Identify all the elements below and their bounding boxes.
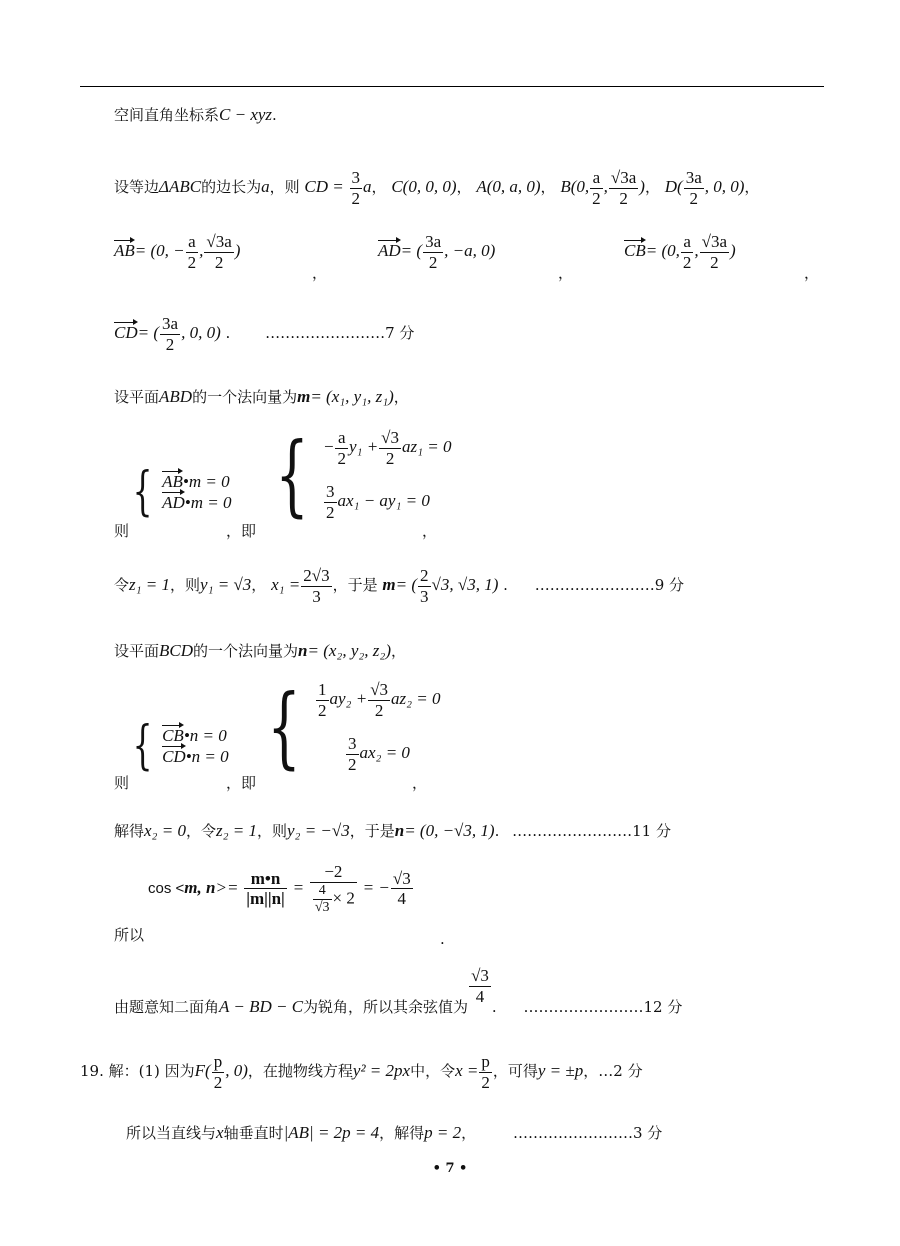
fraction: $\frac{p}{2}$ (213, 1052, 223, 1092)
score-label: 9 分 (654, 576, 685, 595)
equation-system: { AB•m = 0 AD•m = 0 (132, 462, 232, 522)
text-line-vertical-chord: 所以当直线与x轴垂直时|AB| = 2p = 4，解得p = 2， ……………………3 分 (126, 1123, 663, 1142)
fraction: $\frac{√3}{4}$ (392, 868, 411, 909)
fraction: $\frac{√3a}{2}$ (701, 232, 728, 272)
text-line-solve-n: 解得x₂ = 0，令z₂ = 1，则y₂ = −√3，于是n= (0, −√3, 1). ……………………11 分 (114, 821, 671, 840)
fraction: $\frac{p}{2}$ (481, 1052, 490, 1092)
score-leader: …………………… (265, 324, 386, 343)
text-line-triangle-setup: 设等边ΔABC的边长为a，则 CD = $\frac{3}{2}$ a， C(0, 0, 0)， A(0, a, 0)， B(0, $\frac{a}{2}$ , $\frac{√3a}{2}$ )， D( $\frac{3a}{2}$ , 0, 0)， (114, 168, 760, 208)
page-number: • 7 • (432, 1161, 468, 1176)
fraction: $\frac{3a}{2}$ (162, 314, 179, 354)
text-line-therefore: 所以 . (114, 926, 445, 948)
score-leader: …………………… (512, 1124, 633, 1142)
fraction: $\frac{a}{2}$ (187, 232, 197, 272)
score-leader: …………………… (523, 998, 644, 1016)
equation-system: { CB•n = 0 CD•n = 0 (132, 716, 229, 776)
score-label: 2 分 (613, 1062, 643, 1081)
text-line-normal-m: 设平面ABD的一个法向量为m= (x₁, y₁, z₁)， (114, 387, 409, 406)
score-leader: …………………… (512, 822, 633, 840)
score-label: 11 分 (632, 822, 671, 840)
fraction: $\frac{3}{2}$ (351, 168, 361, 208)
fraction: $\frac{a}{2}$ (682, 232, 692, 272)
equation-system: { $\frac{1}{2}$ ay₂ + $\frac{√3}{2}$ az₂ = 0 $\frac{3}{2}$ ax₂ = 0 (267, 675, 441, 779)
score-label: 12 分 (643, 998, 683, 1016)
fraction: $\frac{m•n}{|m||n|}$ (246, 868, 285, 909)
fraction: $\frac{√3a}{2}$ (206, 232, 232, 272)
fraction: $\frac{2√3}{3}$ (303, 566, 330, 606)
fraction: $\frac{a}{2}$ (592, 168, 601, 208)
score-label: 7 分 (385, 324, 415, 343)
text-line-problem-19: 19. 解：(1) 因为F( $\frac{p}{2}$ , 0)，在抛物线方程y² = 2px中，令x = $\frac{p}{2}$ ，可得y = ±p，…2 分 (80, 1052, 643, 1092)
fraction: $\frac{3a}{2}$ (425, 232, 442, 272)
text-line-dihedral: 由题意知二面角A − BD − C为锐角，所以其余弦值为 $\frac{√3}{4}$ . ……………………12 分 (114, 966, 683, 1016)
fraction: $\frac{√3}{4}$ (471, 966, 489, 1006)
fraction: $\frac{2}{3}$ (420, 566, 429, 606)
score-leader: …………………… (534, 576, 655, 595)
formula-cosine: cos <m, n>= $\frac{m•n}{|m||n|}$ = −2 $\frac{4}{√3}$ × 2 = − $\frac{√3}{4}$ (148, 862, 411, 915)
header-rule (80, 86, 824, 87)
fraction: $\frac{3a}{2}$ (685, 168, 702, 208)
text-line-solve-m: 令z₁ = 1，则y₁ = √3， x₁ = $\frac{2√3}{3}$ ，于是 m= ( $\frac{2}{3}$ √3, √3, 1) . ……………………9 分 (114, 566, 685, 606)
text-line-normal-n: 设平面BCD的一个法向量为n= (x₂, y₂, z₂)， (114, 641, 406, 660)
score-label: 3 分 (632, 1124, 663, 1142)
fraction: −2 $\frac{4}{√3}$ × 2 (310, 862, 357, 916)
text-line-coordinate-system: 空间直角坐标系C − xyz. (114, 105, 277, 124)
text-line-cd-vector: CD= ( $\frac{3a}{2}$ , 0, 0) . ……………………7 分 (114, 314, 415, 354)
fraction: $\frac{√3a}{2}$ (610, 168, 637, 208)
equation-system: { − $\frac{a}{2}$ y₁ + $\frac{√3}{2}$ az₁ = 0 $\frac{3}{2}$ ax₁ − ay₁ = 0 (275, 423, 452, 527)
